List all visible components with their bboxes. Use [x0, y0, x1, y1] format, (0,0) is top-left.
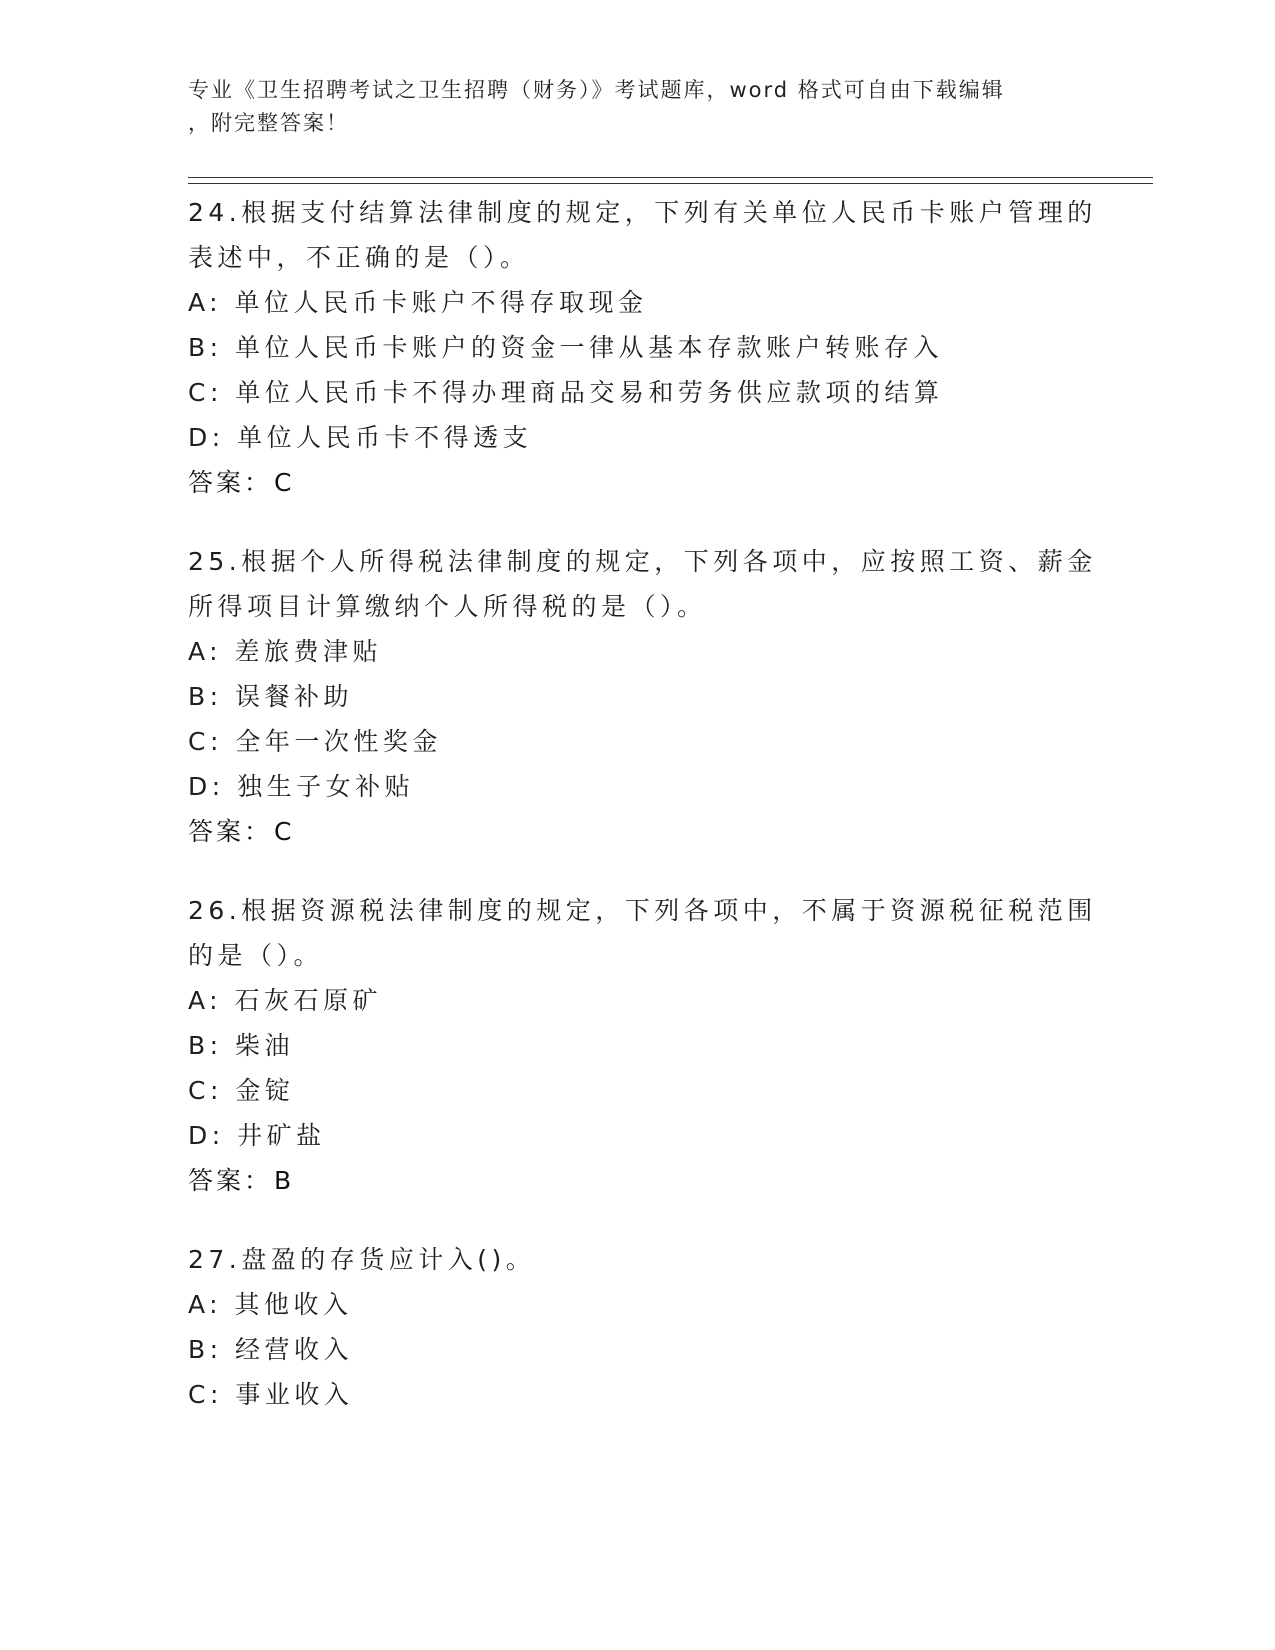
answer-label: 答案： [188, 1166, 273, 1195]
option-a: A: 单位人民币卡账户不得存取现金 [188, 288, 648, 317]
answer [188, 809, 1088, 854]
option-a: A: 其他收入 [188, 1290, 353, 1319]
option-a: A: 差旅费津贴 [188, 637, 383, 666]
option-b: B: 柴油 [188, 1031, 295, 1060]
option-b: B: 误餐补助 [188, 682, 354, 711]
question-stem-line: 所得项目计算缴纳个人所得税的是（）。 [188, 592, 707, 621]
option-c: C: 事业收入 [188, 1380, 354, 1409]
option-d: D: 独生子女补贴 [188, 772, 415, 801]
question-25 [188, 539, 1097, 854]
option-b: B: 单位人民币卡账户的资金一律从基本存款账户转账存入 [188, 333, 944, 362]
question-stem-line: 26.根据资源税法律制度的规定，下列各项中，不属于资源税征税范围 [188, 896, 1097, 925]
answer-label: 答案： [188, 817, 273, 846]
question-stem-line: 表述中，不正确的是（）。 [188, 243, 530, 272]
answer [188, 1158, 1088, 1203]
header-intro-line2: ，附完整答案！ [188, 111, 349, 135]
answer [188, 460, 1088, 505]
option-c: C: 金锭 [188, 1076, 295, 1105]
header-divider-bottom [188, 183, 1153, 184]
question-26 [188, 888, 1097, 1203]
answer-value: B [274, 1166, 295, 1195]
answer-value: C [274, 817, 295, 846]
header-intro-line1: 专业《卫生招聘考试之卫生招聘（财务）》考试题库，word 格式可自由下载编辑 [188, 78, 1005, 102]
option-c: C: 全年一次性奖金 [188, 727, 442, 756]
question-list [188, 190, 1097, 1451]
option-a: A: 石灰石原矿 [188, 986, 383, 1015]
header-divider-top [188, 177, 1153, 178]
option-b: B: 经营收入 [188, 1335, 354, 1364]
question-stem-line: 25.根据个人所得税法律制度的规定，下列各项中，应按照工资、薪金 [188, 547, 1097, 576]
question-27 [188, 1237, 1088, 1417]
answer-value: C [274, 468, 295, 497]
answer-label: 答案： [188, 468, 273, 497]
question-stem-line: 的是（）。 [188, 941, 324, 970]
question-24 [188, 190, 1097, 505]
question-stem-line: 24.根据支付结算法律制度的规定，下列有关单位人民币卡账户管理的 [188, 198, 1097, 227]
question-stem-line: 27.盘盈的存货应计入()。 [188, 1245, 536, 1274]
option-c: C: 单位人民币卡不得办理商品交易和劳务供应款项的结算 [188, 378, 944, 407]
option-d: D: 单位人民币卡不得透支 [188, 423, 533, 452]
option-d: D: 井矿盐 [188, 1121, 326, 1150]
document-header [188, 74, 1078, 140]
